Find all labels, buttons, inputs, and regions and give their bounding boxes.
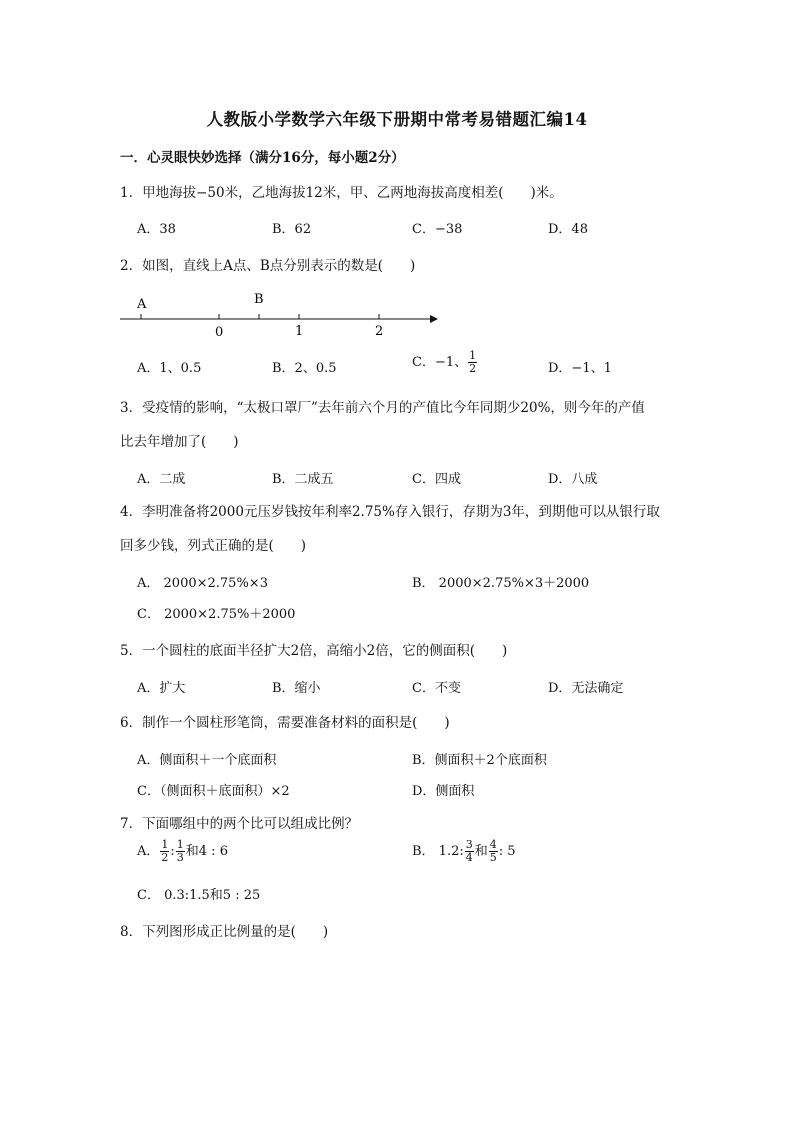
label-point-b: B	[254, 292, 264, 307]
q5-option-c: C．不变	[412, 681, 461, 696]
q7-option-b	[412, 839, 516, 864]
q2-option-d: D．−1、1	[548, 361, 612, 376]
q2-option-b: B．2、0.5	[272, 361, 337, 376]
question-3-line-2: 比去年增加了( )	[120, 434, 239, 450]
q6-option-d: D．侧面积	[412, 784, 475, 799]
page-title: 人教版小学数学六年级下册期中常考易错题汇编14	[206, 110, 588, 129]
question-4-line-2: 回多少钱，列式正确的是( )	[120, 538, 307, 554]
tick-label-0: 0	[215, 325, 224, 340]
q7-option-b-middle: 和	[474, 844, 488, 859]
q7-option-b-prefix: B． 1.2:	[412, 844, 464, 859]
q2-option-a: A．1、0.5	[137, 361, 202, 376]
q7-option-a-suffix: 和4 : 6	[185, 844, 228, 859]
question-1-stem: 1．甲地海拔−50米，乙地海拔12米，甲、乙两地海拔高度相差( )米。	[120, 185, 563, 201]
q3-option-c: C．四成	[412, 472, 461, 487]
q7-option-a	[137, 839, 228, 864]
fraction-a-1: $\frac{1}{2}$	[161, 838, 169, 864]
q2-option-c	[412, 350, 478, 375]
q3-option-d: D．八成	[548, 472, 598, 487]
q1-option-d: D．48	[548, 222, 588, 237]
q1-option-a: A．38	[137, 222, 176, 237]
number-line-arrow	[430, 315, 438, 323]
question-6-stem: 6．制作一个圆柱形笔筒，需要准备材料的面积是( )	[120, 715, 450, 731]
number-line-figure	[118, 288, 438, 348]
q5-option-a: A．扩大	[137, 681, 186, 696]
ratio-colon: :	[170, 844, 175, 859]
fraction-a-2: $\frac{1}{3}$	[176, 838, 184, 864]
q2-option-c-prefix: C．−1、	[412, 355, 468, 370]
q7-option-c: C． 0.3:1.5和5 : 25	[137, 888, 261, 903]
question-3-line-1: 3．受疫情的影响，“太极口罩厂”去年前六个月的产值比今年同期少20%，则今年的产值	[120, 400, 645, 416]
q3-option-a: A．二成	[137, 472, 186, 487]
question-4-line-1: 4．李明准备将2000元压岁钱按年利率2.75%存入银行，存期为3年，到期他可以从银行取	[120, 504, 660, 520]
q4-option-b: B． 2000×2.75%×3＋2000	[412, 576, 590, 591]
q5-option-b: B．缩小	[272, 681, 321, 696]
section-heading: 一．心灵眼快妙选择（满分16分，每小题2分）	[120, 150, 405, 166]
q4-option-a: A． 2000×2.75%×3	[137, 576, 268, 591]
fraction-b-2: $\frac{4}{5}$	[489, 838, 497, 864]
question-2-stem: 2．如图，直线上A点、B点分别表示的数是( )	[120, 258, 416, 274]
q3-option-b: B．二成五	[272, 472, 334, 487]
label-point-a: A	[137, 297, 147, 312]
q4-option-c: C． 2000×2.75%＋2000	[137, 607, 296, 622]
fraction-one-half: $\frac{1}{2}$	[469, 349, 477, 375]
q7-option-b-suffix: : 5	[498, 844, 516, 859]
q7-option-a-prefix: A．	[137, 844, 160, 859]
tick-label-1: 1	[295, 324, 304, 339]
q1-option-b: B．62	[272, 222, 312, 237]
q6-option-c: C．（侧面积＋底面积）×2	[137, 784, 290, 799]
question-5-stem: 5．一个圆柱的底面半径扩大2倍，高缩小2倍，它的侧面积( )	[120, 643, 508, 659]
q6-option-b: B．侧面积＋2个底面积	[412, 753, 547, 768]
fraction-b-1: $\frac{3}{4}$	[465, 838, 473, 864]
question-7-stem: 7．下面哪组中的两个比可以组成比例？	[120, 816, 359, 832]
tick-label-2: 2	[375, 324, 384, 339]
q5-option-d: D．无法确定	[548, 681, 624, 696]
question-8-stem: 8．下列图形成正比例量的是( )	[120, 924, 329, 940]
q6-option-a: A．侧面积＋一个底面积	[137, 753, 277, 768]
q1-option-c: C．−38	[412, 222, 463, 237]
